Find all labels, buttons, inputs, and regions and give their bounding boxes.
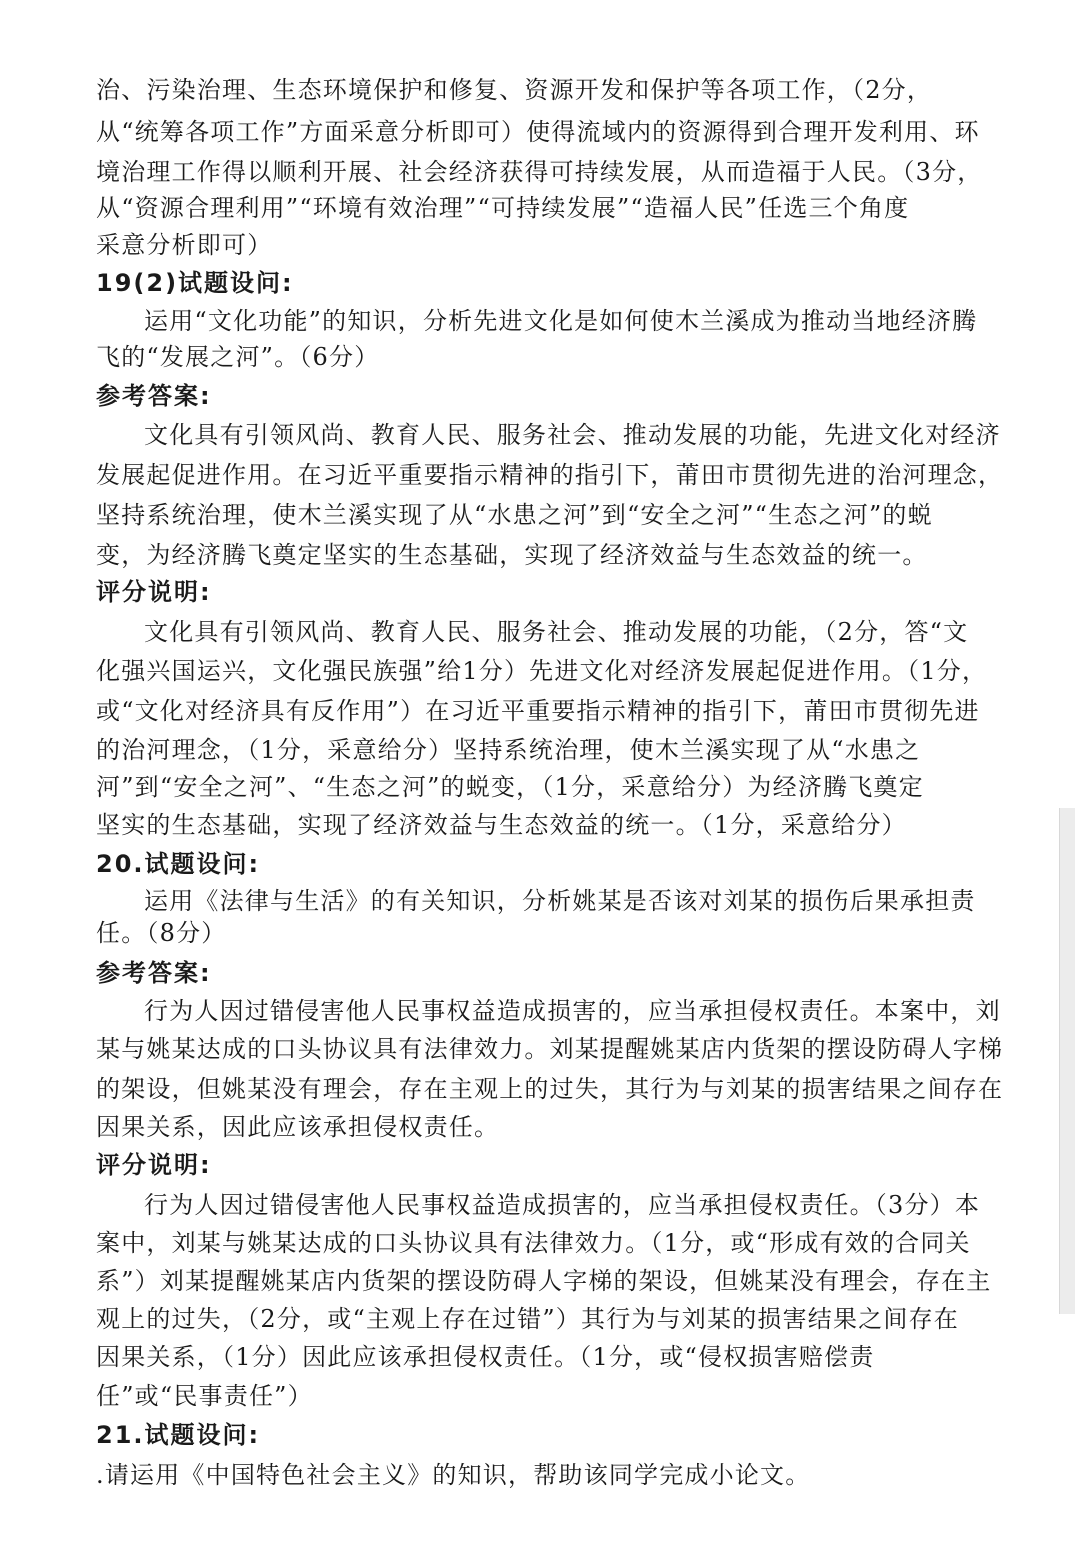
text-line: 文化具有引领风尚、教育人民、服务社会、推动发展的功能，先进文化对经济: [144, 421, 1001, 449]
text-line: 发展起促进作用。在习近平重要指示精神的指引下，莆田市贯彻先进的治河理念，: [96, 461, 1004, 489]
text-line: 运用《法律与生活》的有关知识，分析姚某是否该对刘某的损伤后果承担责: [144, 887, 976, 915]
answer-heading: 参考答案:: [96, 959, 212, 987]
text-line: 案中，刘某与姚某达成的口头协议具有法律效力。（1分，或“形成有效的合同关: [96, 1229, 971, 1257]
scoring-heading: 评分说明:: [96, 1151, 212, 1179]
text-line: 坚持系统治理，使木兰溪实现了从“水患之河”到“安全之河”“生态之河”的蜕: [96, 501, 933, 529]
text-line: 的治河理念，（1分，采意给分）坚持系统治理，使木兰溪实现了从“水患之: [96, 736, 921, 764]
text-line: 变，为经济腾飞奠定坚实的生态基础，实现了经济效益与生态效益的统一。: [96, 541, 928, 569]
text-line: 因果关系，（1分）因此应该承担侵权责任。（1分，或“侵权损害赔偿责: [96, 1343, 875, 1371]
text-line: 境治理工作得以顺利开展、社会经济获得可持续发展，从而造福于人民。（3分，: [96, 158, 983, 186]
text-line: 文化具有引领风尚、教育人民、服务社会、推动发展的功能，（2分，答“文: [144, 618, 969, 646]
text-line: 坚实的生态基础，实现了经济效益与生态效益的统一。（1分，采意给分）: [96, 811, 907, 839]
text-line: 或“文化对经济具有反作用”）在习近平重要指示精神的指引下，莆田市贯彻先进: [96, 697, 980, 725]
text-line: 化强兴国运兴，文化强民族强”给1分）先进文化对经济发展起促进作用。（1分，: [96, 657, 988, 685]
scoring-heading: 评分说明:: [96, 578, 212, 606]
text-line: 运用“文化功能”的知识，分析先进文化是如何使木兰溪成为推动当地经济腾: [144, 307, 978, 335]
text-line: 行为人因过错侵害他人民事权益造成损害的，应当承担侵权责任。本案中，刘: [144, 997, 1001, 1025]
text-line: 的架设，但姚某没有理会，存在主观上的过失，其行为与刘某的损害结果之间存在: [96, 1075, 1004, 1103]
text-line: 观上的过失，（2分，或“主观上存在过错”）其行为与刘某的损害结果之间存在: [96, 1305, 960, 1333]
question-heading: 21.试题设问:: [96, 1421, 261, 1449]
text-line: 从“统筹各项工作”方面采意分析即可）使得流域内的资源得到合理开发利用、环: [96, 118, 980, 146]
text-line: 河”到“安全之河”、“生态之河”的蜕变，（1分，采意给分）为经济腾飞奠定: [96, 773, 924, 801]
text-line: 任”或“民事责任”）: [96, 1382, 313, 1410]
question-heading: 19(2)试题设问:: [96, 269, 294, 297]
text-line: 系”）刘某提醒姚某店内货架的摆设防碍人字梯的架设，但姚某没有理会，存在主: [96, 1267, 992, 1295]
text-line: 某与姚某达成的口头协议具有法律效力。刘某提醒姚某店内货架的摆设防碍人字梯: [96, 1035, 1004, 1063]
text-line: 飞的“发展之河”。（6分）: [96, 343, 380, 371]
text-line: 从“资源合理利用”“环境有效治理”“可持续发展”“造福人民”任选三个角度: [96, 194, 910, 222]
answer-heading: 参考答案:: [96, 382, 212, 410]
text-line: 行为人因过错侵害他人民事权益造成损害的，应当承担侵权责任。（3分）本: [144, 1191, 981, 1219]
text-line: 治、污染治理、生态环境保护和修复、资源开发和保护等各项工作，（2分，: [96, 76, 933, 104]
scrollbar[interactable]: [1059, 808, 1075, 1314]
question-heading: 20.试题设问:: [96, 850, 261, 878]
text-line: 因果关系，因此应该承担侵权责任。: [96, 1113, 500, 1141]
text-line: 采意分析即可）: [96, 231, 273, 259]
text-line: 任。（8分）: [96, 919, 227, 947]
text-line: .请运用《中国特色社会主义》的知识，帮助该同学完成小论文。: [96, 1461, 811, 1489]
